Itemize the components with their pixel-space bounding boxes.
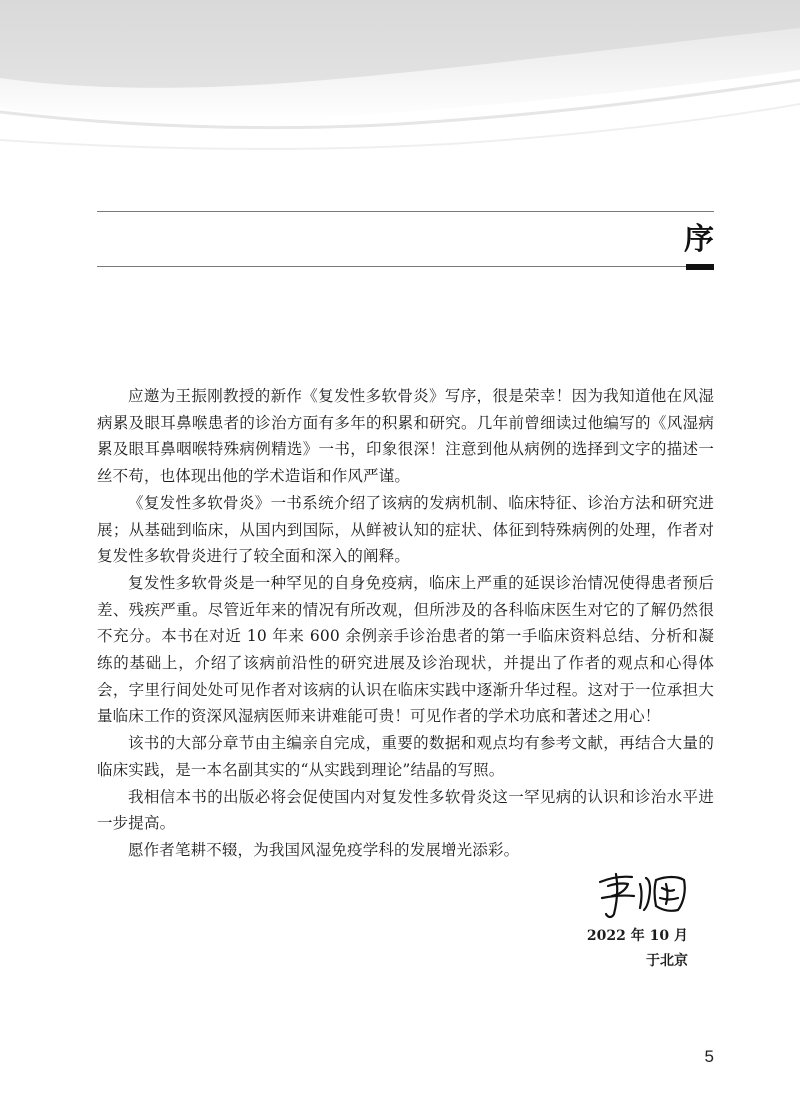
paragraph: 愿作者笔耕不辍，为我国风湿免疫学科的发展增光添彩。 [128,840,520,859]
handwritten-signature [596,868,692,922]
paragraph: 我相信本书的出版必将会促使国内对复发性多软骨炎这一罕见病的认识和诊治水平进一步提高。 [97,787,714,833]
signature-place: 于北京 [646,953,688,969]
paragraph: 该书的大部分章节由主编亲自完成，重要的数据和观点均有参考文献，再结合大量的临床实践，是一本名副其实的“从实践到理论”结晶的写照。 [97,734,714,779]
page-title: 序 [684,222,714,257]
header-background-decoration [0,0,800,200]
paragraph: 复发性多软骨炎是一种罕见的自身免疫病，临床上严重的延误诊治情况使得患者预后差、残疾严重。尽管近年来的情况有所改观，但所涉及的各科临床医生对它的了解仍然很不充分。本书在对近 10 年来 600 余例亲手诊治患者的第一手临床资料总结、分析和凝练的基础上，介绍了该病前沿性的研究进展及诊治现状，并提出了作者的观点和心得体会，字里行间处处可见作者对该病的认识在临床实践中逐渐升华过程。这对于一位承担大量临床工作的资深风湿病医师来讲难能可贵！可见作者的学术功底和著述之用心！ [97,573,714,726]
header-top-rule [97,211,714,212]
paragraph: 应邀为王振刚教授的新作《复发性多软骨炎》写序，很是荣幸！因为我知道他在风湿病累及眼耳鼻喉患者的诊治方面有多年的积累和研究。几年前曾细读过他编写的《风湿病累及眼耳鼻咽喉特殊病例精选》一书，印象很深！注意到他从病例的选择到文字的描述一丝不苟，也体现出他的学术造诣和作风严谨。 [97,387,714,486]
header-bottom-rule [97,266,714,267]
page-number: 5 [704,1047,714,1066]
preface-body [97,383,714,864]
signature-date: 2022 年 10 月 [586,928,688,944]
title-accent-bar [686,264,714,270]
paragraph: 《复发性多软骨炎》一书系统介绍了该病的发病机制、临床特征、诊治方法和研究进展；从基础到临床，从国内到国际，从鲜被认知的症状、体征到特殊病例的处理，作者对复发性多软骨炎进行了较全面和深入的阐释。 [97,493,714,566]
